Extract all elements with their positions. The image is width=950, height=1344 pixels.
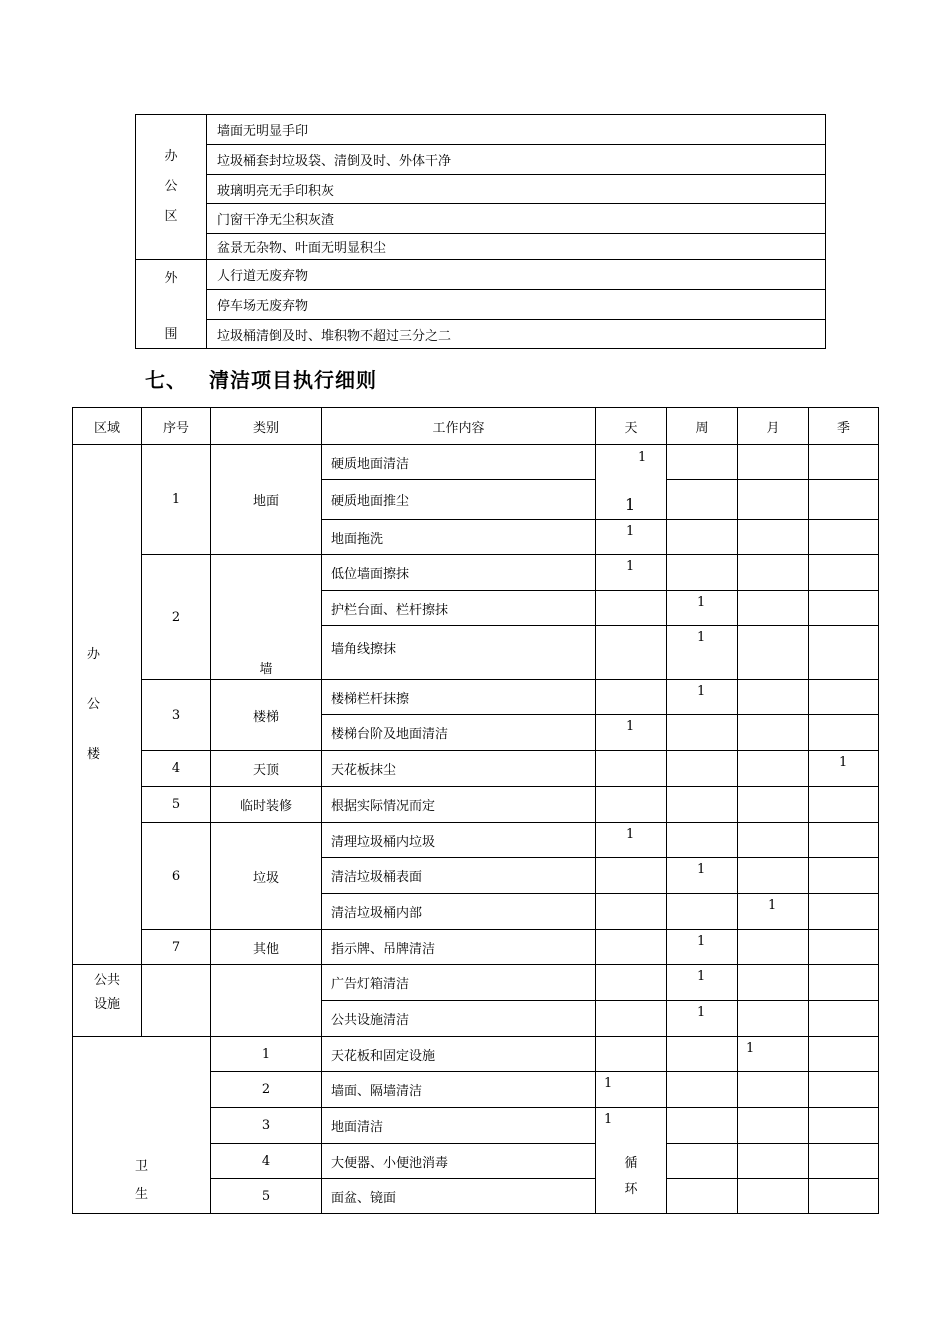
- frequency-mark: 1: [638, 450, 647, 465]
- cycle-char: 环: [624, 1182, 638, 1197]
- week-cell: [667, 480, 738, 520]
- work-content: 清洁垃圾桶表面: [322, 858, 596, 894]
- header-month: 月: [738, 408, 809, 445]
- day-cell: [596, 680, 667, 715]
- day-cell: [596, 751, 667, 787]
- week-cell: [667, 715, 738, 751]
- frequency-mark: 1: [604, 1112, 613, 1127]
- quarter-cell: [809, 1001, 879, 1037]
- item-number: 3: [211, 1108, 322, 1144]
- quarter-cell: [809, 715, 879, 751]
- table-row: [73, 445, 879, 480]
- month-cell: [738, 965, 809, 1001]
- day-cell: [596, 715, 667, 751]
- day-cell: [596, 823, 667, 858]
- month-cell: [738, 751, 809, 787]
- standards-table: [135, 114, 826, 349]
- frequency-mark: 1: [626, 827, 635, 842]
- item-number: 5: [211, 1179, 322, 1214]
- month-cell: [738, 520, 809, 555]
- week-cell: [667, 1179, 738, 1214]
- item-number: 6: [142, 823, 211, 930]
- header-content: 工作内容: [322, 408, 596, 445]
- month-cell: [738, 894, 809, 930]
- week-cell: [667, 894, 738, 930]
- header-day: 天: [596, 408, 667, 445]
- work-content: 面盆、镜面: [322, 1179, 596, 1214]
- quarter-cell: [809, 591, 879, 626]
- week-cell: [667, 823, 738, 858]
- area-restroom: 卫 生: [73, 1037, 211, 1214]
- category: 其他: [211, 930, 322, 965]
- quarter-cell: [809, 858, 879, 894]
- week-cell: [667, 1001, 738, 1037]
- frequency-mark: 1: [697, 1005, 706, 1020]
- frequency-mark: 1: [697, 630, 706, 645]
- area-office: 办 公 区: [136, 115, 207, 260]
- month-cell: [738, 715, 809, 751]
- header-quarter: 季: [809, 408, 879, 445]
- quarter-cell: [809, 1179, 879, 1214]
- category: 天顶: [211, 751, 322, 787]
- quarter-cell: [809, 555, 879, 591]
- day-cell: [596, 1037, 667, 1072]
- month-cell: [738, 445, 809, 480]
- week-cell: [667, 787, 738, 823]
- week-cell: [667, 1144, 738, 1179]
- day-cell: [596, 894, 667, 930]
- work-content: 清理垃圾桶内垃圾: [322, 823, 596, 858]
- quarter-cell: [809, 626, 879, 680]
- item-number: 1: [142, 445, 211, 555]
- month-cell: [738, 1001, 809, 1037]
- week-cell: [667, 555, 738, 591]
- week-cell: [667, 930, 738, 965]
- work-content: 低位墙面擦抹: [322, 555, 596, 591]
- work-content: 根据实际情况而定: [322, 787, 596, 823]
- month-cell: [738, 1144, 809, 1179]
- work-content: 天花板抹尘: [322, 751, 596, 787]
- month-cell: [738, 1037, 809, 1072]
- day-cell: [596, 1072, 667, 1108]
- section-number: 七、: [145, 368, 187, 392]
- day-cell: [596, 965, 667, 1001]
- quarter-cell: [809, 751, 879, 787]
- day-cell: [596, 1001, 667, 1037]
- item-number: [142, 965, 211, 1037]
- work-content: 指示牌、吊牌清洁: [322, 930, 596, 965]
- day-cell-cycle: [596, 1108, 667, 1214]
- week-cell: [667, 680, 738, 715]
- month-cell: [738, 626, 809, 680]
- item-number: 4: [211, 1144, 322, 1179]
- frequency-mark: 1: [604, 1076, 613, 1091]
- week-cell: [667, 626, 738, 680]
- day-cell: [596, 626, 667, 680]
- quarter-cell: [809, 1108, 879, 1144]
- perimeter-char-1: 外: [164, 271, 178, 286]
- table-row: [73, 555, 879, 591]
- month-cell: [738, 858, 809, 894]
- item-number: 4: [142, 751, 211, 787]
- cycle-char: 循: [624, 1156, 638, 1171]
- day-cell: [596, 787, 667, 823]
- standard-item: 玻璃明亮无手印积灰: [207, 175, 826, 204]
- month-cell: [738, 1072, 809, 1108]
- quarter-cell: [809, 1037, 879, 1072]
- work-content: 楼梯台阶及地面清洁: [322, 715, 596, 751]
- area-perimeter: [136, 260, 207, 349]
- frequency-mark: 1: [697, 934, 706, 949]
- day-cell: [596, 591, 667, 626]
- frequency-mark: 1: [697, 969, 706, 984]
- section-title: 清洁项目执行细则: [209, 368, 377, 392]
- standard-item: 停车场无废弃物: [207, 290, 826, 320]
- month-cell: [738, 480, 809, 520]
- frequency-mark: 1: [626, 559, 635, 574]
- table-row: [73, 823, 879, 858]
- quarter-cell: [809, 1144, 879, 1179]
- month-cell: [738, 1108, 809, 1144]
- work-content: 硬质地面推尘: [322, 480, 596, 520]
- frequency-mark: 1: [626, 524, 635, 539]
- table-row: [73, 1037, 879, 1072]
- quarter-cell: [809, 787, 879, 823]
- quarter-cell: [809, 480, 879, 520]
- month-cell: [738, 787, 809, 823]
- week-cell: [667, 520, 738, 555]
- work-content: 墙角线擦抹: [322, 626, 596, 680]
- item-number: 2: [142, 555, 211, 680]
- standard-item: 垃圾桶套封垃圾袋、清倒及时、外体干净: [207, 145, 826, 175]
- frequency-mark: 1: [839, 755, 848, 770]
- week-cell: [667, 591, 738, 626]
- standard-item: 门窗干净无尘积灰渣: [207, 204, 826, 234]
- frequency-mark: 1: [746, 1041, 755, 1056]
- month-cell: [738, 591, 809, 626]
- frequency-mark: 1: [768, 898, 777, 913]
- item-number: 5: [142, 787, 211, 823]
- frequency-mark: 1: [697, 595, 706, 610]
- day-cell: [596, 930, 667, 965]
- header-area: 区域: [73, 408, 142, 445]
- cleaning-schedule-table: [72, 407, 879, 1214]
- week-cell: [667, 751, 738, 787]
- item-number: 2: [211, 1072, 322, 1108]
- standard-item: 盆景无杂物、叶面无明显积尘: [207, 234, 826, 260]
- table-row: [73, 787, 879, 823]
- item-number: 1: [211, 1037, 322, 1072]
- item-number: 3: [142, 680, 211, 751]
- work-content: 大便器、小便池消毒: [322, 1144, 596, 1179]
- table-row: [73, 751, 879, 787]
- standard-item: 垃圾桶清倒及时、堆积物不超过三分之二: [207, 320, 826, 349]
- work-content: 墙面、隔墙清洁: [322, 1072, 596, 1108]
- work-content: 地面拖洗: [322, 520, 596, 555]
- frequency-mark: 1: [625, 495, 636, 514]
- table-row: [73, 930, 879, 965]
- item-number: 7: [142, 930, 211, 965]
- day-cell: [596, 445, 667, 520]
- week-cell: [667, 445, 738, 480]
- category: 临时装修: [211, 787, 322, 823]
- work-content: 公共设施清洁: [322, 1001, 596, 1037]
- day-cell: [596, 520, 667, 555]
- perimeter-char-2: 围: [164, 327, 178, 342]
- week-cell: [667, 1108, 738, 1144]
- work-content: 楼梯栏杆抹擦: [322, 680, 596, 715]
- area-office-building: 办 公 楼: [73, 445, 142, 965]
- month-cell: [738, 930, 809, 965]
- month-cell: [738, 680, 809, 715]
- week-cell: [667, 1037, 738, 1072]
- standard-item: 人行道无废弃物: [207, 260, 826, 290]
- category: 地面: [211, 445, 322, 555]
- quarter-cell: [809, 1072, 879, 1108]
- category: [211, 965, 322, 1037]
- section-heading: [145, 364, 399, 393]
- month-cell: [738, 555, 809, 591]
- area-public-facilities: 公共 设施: [73, 965, 142, 1037]
- header-row: [73, 408, 879, 445]
- table-row: [73, 965, 879, 1001]
- work-content: 硬质地面清洁: [322, 445, 596, 480]
- work-content: 地面清洁: [322, 1108, 596, 1144]
- category: 楼梯: [211, 680, 322, 751]
- standard-item: 墙面无明显手印: [207, 115, 826, 145]
- quarter-cell: [809, 680, 879, 715]
- work-content: 广告灯箱清洁: [322, 965, 596, 1001]
- quarter-cell: [809, 965, 879, 1001]
- week-cell: [667, 965, 738, 1001]
- month-cell: [738, 1179, 809, 1214]
- week-cell: [667, 1072, 738, 1108]
- header-no: 序号: [142, 408, 211, 445]
- work-content: 清洁垃圾桶内部: [322, 894, 596, 930]
- frequency-mark: 1: [697, 684, 706, 699]
- quarter-cell: [809, 445, 879, 480]
- day-cell: [596, 858, 667, 894]
- header-week: 周: [667, 408, 738, 445]
- header-category: 类别: [211, 408, 322, 445]
- quarter-cell: [809, 823, 879, 858]
- frequency-mark: 1: [626, 719, 635, 734]
- month-cell: [738, 823, 809, 858]
- work-content: 天花板和固定设施: [322, 1037, 596, 1072]
- quarter-cell: [809, 520, 879, 555]
- work-content: 护栏台面、栏杆擦抹: [322, 591, 596, 626]
- week-cell: [667, 858, 738, 894]
- quarter-cell: [809, 930, 879, 965]
- day-cell: [596, 555, 667, 591]
- frequency-mark: 1: [697, 862, 706, 877]
- quarter-cell: [809, 894, 879, 930]
- category: 垃圾: [211, 823, 322, 930]
- category: 墙: [211, 555, 322, 680]
- table-row: [73, 680, 879, 715]
